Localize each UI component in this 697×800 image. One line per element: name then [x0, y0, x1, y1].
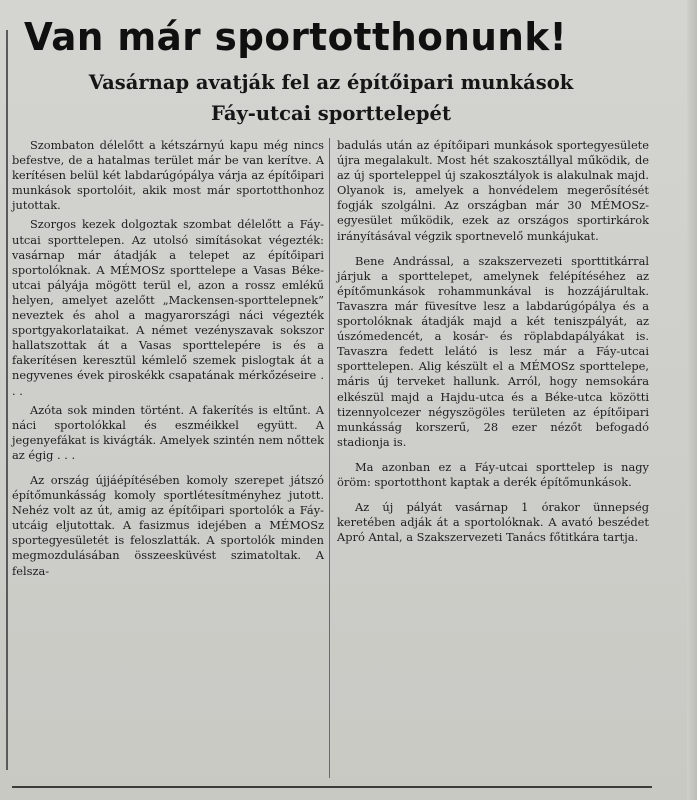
right-column: [337, 138, 649, 549]
paragraph-sporttelep: Szorgos kezek dolgoztak szombat délelőtt a Fáy-utcai sporttelepen. Az utolsó simításokat végezték: vasárnap már átadják a telepet az építőipari sportolóknak. A MÉMOSz sporttelepe a Vasas Béke-utcai pályája mögött terül el, azon a rossz emlékű helyen, amelyet azelőtt „Mackensen-sporttelepnek” neveztek és ahol a magyarországi náci végezték sportgyakorlataikat. A német vezényszavak sokszor hallatszottak át a Vasas sporttelepére is és a fakerítésen keresztül kémlelő szemek pislogtak át a negyvenes évek piroskékk csapatának mérkőzéseire . . .: [12, 217, 324, 398]
article-subheadline-line2: Fáy-utcai sporttelepét: [211, 102, 451, 125]
paragraph-uj-palya: Az új pályát vasárnap 1 órakor ünnepség keretében adják át a sportolóknak. A avató beszédet Apró Antal, a Szakszervezeti Tanács főtitkára tartja.: [337, 500, 649, 545]
paragraph-opening: Szombaton délelőtt a kétszárnyú kapu még nincs befestve, de a hatalmas terület már be van kerítve. A kerítésen belül két labdarúgópálya várja az építőipari munkások sportolóit, akik most már sportotthonhoz jutottak.: [12, 138, 324, 213]
left-column: [12, 138, 324, 583]
paragraph-ma-azonban: Ma azonban ez a Fáy-utcai sporttelep is nagy öröm: sportotthont kaptak a derék építőmunkások.: [337, 459, 649, 489]
paragraph-orszag: Az ország újjáépítésében komoly szerepet játszó építőmunkásság komoly sportlétesítményhez jutott. Nehéz volt az út, amig az építőipari sportolók a Fáy-utcáig eljutottak. A fasizmus idejében a MÉMOSz sportegyesületét is feloszlatták. A sportolók minden megmozdulásában összeesküvést szimatoltak. A felsza-: [12, 472, 324, 578]
column-divider: [329, 138, 330, 778]
paragraph-continuation: badulás után az építőipari munkások sportegyesülete újra megalakult. Most hét szakosztállyal működik, de az új sporteleppel új szakosztályok is alakulnak majd. Olyanok is, amelyek a honvédelem megerősítését fogják szolgálni. Az országban már 30 MÉMOSz-egyesület működik, ezek az országos sportirkárok irányításával végzik sportnevelő munkájukat.: [337, 138, 649, 243]
page-edge-shadow: [687, 0, 697, 800]
article-headline: Van már sportotthonunk!: [24, 15, 568, 59]
paragraph-bene: Bene Andrással, a szakszervezeti sporttitkárral járjuk a sporttelepet, amelynek felépítéséhez az építőmunkások rohammunkával is hozzájárultak. Tavaszra már füvesítve lesz a labdarúgópálya és a sportolóknak átadják majd a két teniszpályát, az úszómedencét, a kosár- és röplabdapályákat is. Tavaszra fedett lelátó is lesz már a Fáy-utcai sporttelepen. Alig készült el a MÉMOSz sporttelepe, máris új terveket hallunk. Arról, hogy nemsokára elkészül majd a Hajdu-utca és a Béke-utca közötti tizennyolcezer négyszögöles területen az építőipari munkásság korszerű, 28 ezer nézőt befogadó stadionja is.: [337, 253, 649, 449]
paragraph-azota: Azóta sok minden történt. A fakerítés is eltűnt. A náci sportolókkal és eszméikkel együtt. A jegenyefákat is kivágták. Amelyek szintén nem nőttek az égig . . .: [12, 402, 324, 462]
article-subheadline-line1: Vasárnap avatják fel az építőipari munkások: [88, 71, 574, 94]
bottom-rule: [12, 786, 652, 788]
left-margin-rule: [6, 30, 8, 770]
